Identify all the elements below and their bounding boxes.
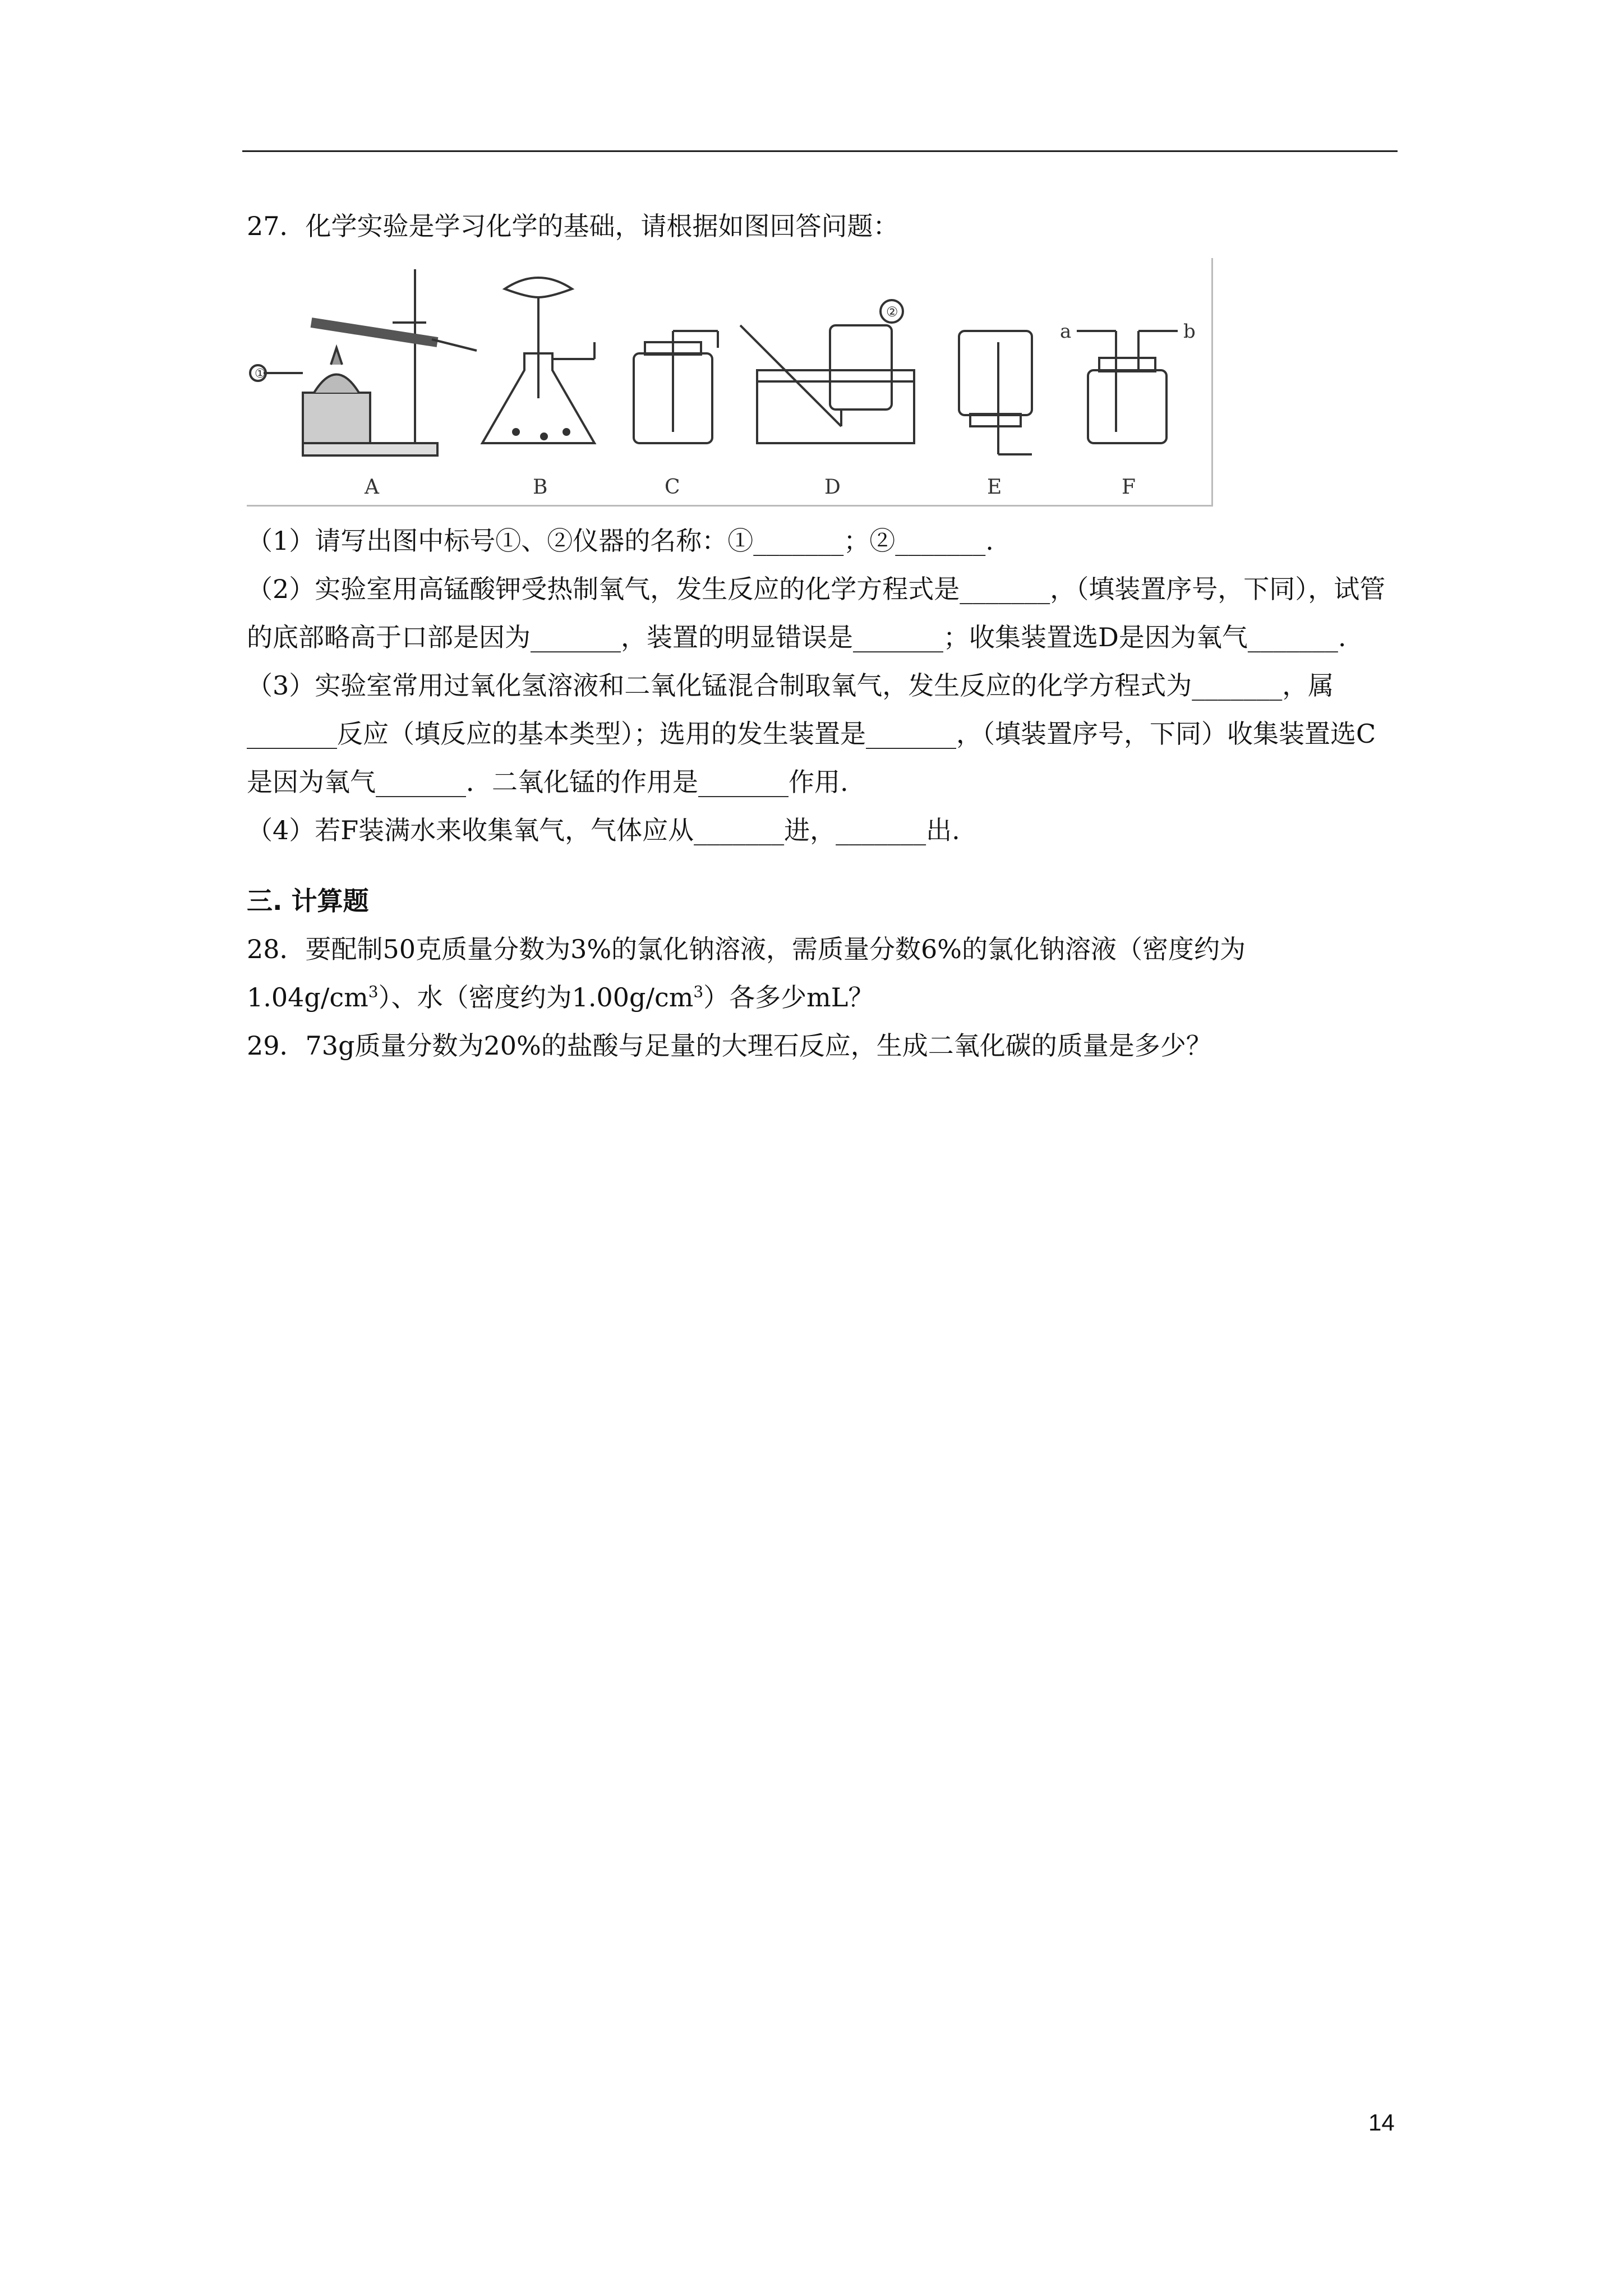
label-a: A — [365, 476, 379, 499]
label-d: D — [824, 476, 841, 499]
question-28-part-2: ）、水（密度约为1.00g/cm — [378, 982, 694, 1013]
question-29: 29．73g质量分数为20%的盐酸与足量的大理石反应，生成二氧化碳的质量是多少？ — [247, 1030, 1212, 1061]
apparatus-e — [959, 331, 1032, 499]
apparatus-a — [250, 269, 477, 499]
label-b: B — [533, 476, 548, 499]
question-27-sub-4: （4）若F装满水来收集氧气，气体应从_______进，_______出. — [247, 815, 960, 845]
question-28-part-1: 28．要配制50克质量分数为3%的氯化钠溶液，需质量分数6%的氯化钠溶液（密度约为1.04g/cm — [247, 934, 1246, 1013]
port-b-label: b — [1183, 320, 1196, 343]
question-27-sub-1: （1）请写出图中标号①、②仪器的名称：①_______；②_______. — [247, 526, 994, 556]
question-27-sub-2: （2）实验室用高锰酸钾受热制氧气，发生反应的化学方程式是_______，（填装置序号，下同），试管的底部略高于口部是因为_______，装置的明显错误是_______；收集装置选D是因为氧气_______. — [247, 574, 1386, 652]
header-rule — [242, 150, 1398, 152]
question-27-sub-3: （3）实验室常用过氧化氢溶液和二氧化锰混合制取氧气，发生反应的化学方程式为_______，属_______反应（填反应的基本类型）；选用的发生装置是_______，（填装置序号，下同）收集装置选C是因为氧气_______．二氧化锰的作用是_______作用. — [247, 670, 1376, 797]
apparatus-f — [1060, 320, 1196, 499]
page-number: 14 — [1368, 2109, 1395, 2136]
port-a-label: a — [1060, 320, 1072, 343]
label-f: F — [1122, 476, 1136, 499]
apparatus-figure — [247, 258, 1213, 507]
label-e: E — [987, 476, 1002, 499]
apparatus-b — [482, 278, 594, 499]
question-28-sup-1: 3 — [368, 982, 379, 1001]
apparatus-c — [634, 331, 718, 499]
apparatus-d — [740, 300, 914, 499]
section-3-title: 三. 计算题 — [247, 886, 369, 916]
question-28 — [247, 925, 1394, 1022]
marker-2-label: ② — [886, 304, 898, 320]
apparatus-diagram — [247, 258, 1211, 505]
marker-1-label: ① — [255, 367, 266, 381]
question-28-sup-2: 3 — [693, 982, 704, 1001]
page-content — [247, 202, 1394, 1070]
question-27-stem: 27．化学实验是学习化学的基础，请根据如图回答问题： — [247, 211, 899, 241]
question-28-part-3: ）各多少mL？ — [703, 982, 874, 1013]
label-c: C — [665, 476, 680, 499]
